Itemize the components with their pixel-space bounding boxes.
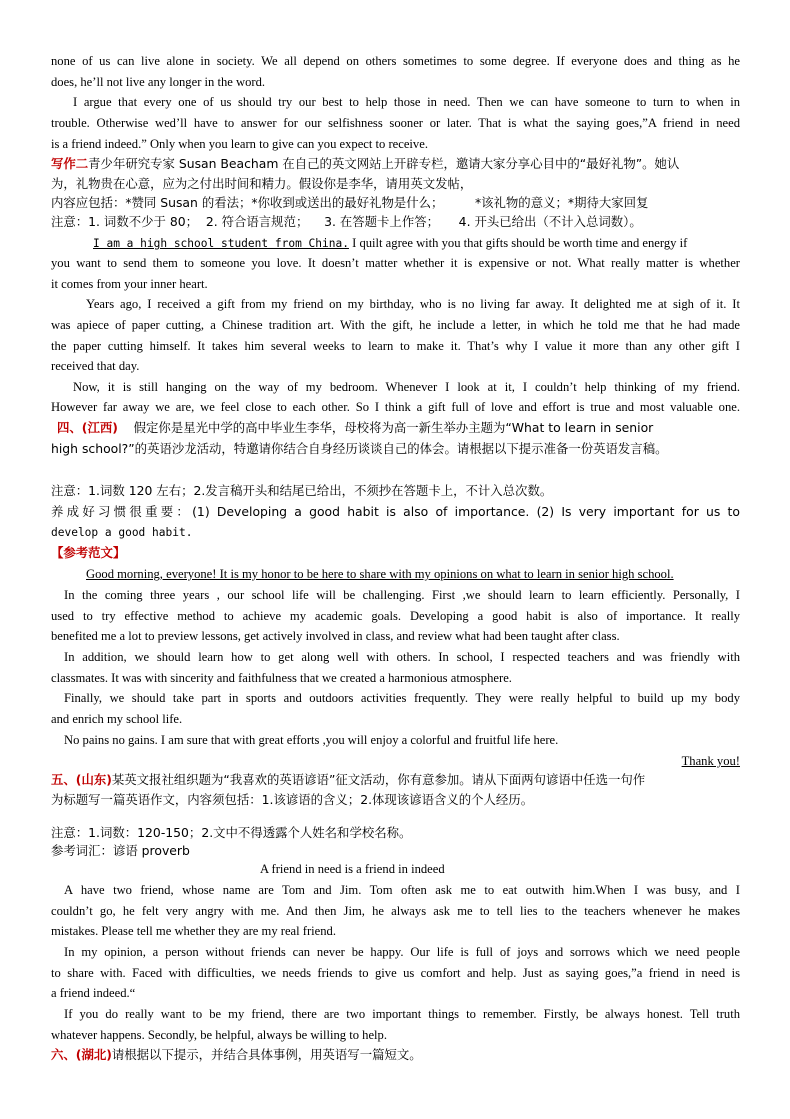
- text-line: used to try effective method to achieve my academic goals. Developing a good habit is also of importance. It really: [51, 609, 740, 623]
- text-line: If you do really want to be my friend, there are two important things to remember. Firstly, be always honest. Tell truth: [64, 1007, 740, 1021]
- reference-heading: 【参考范文】: [51, 545, 126, 560]
- text-line: 假定你是星光中学的高中毕业生李华，母校将为高一新生举办主题为“What to learn in senior: [117, 420, 654, 435]
- heading-line: [51, 155, 740, 173]
- text-line: trouble. Otherwise wed’ll have to answer for our selfishness sooner or later. That is what the saying goes,”A friend in need: [51, 116, 740, 130]
- text-line: 青少年研究专家 Susan Beacham 在自己的英文网站上开辟专栏，邀请大家分享心目中的“最好礼物”。她认: [88, 156, 680, 171]
- text-line: received that day.: [51, 359, 140, 373]
- text-line: 内容应包括：*赞同 Susan 的看法；*你收到或送出的最好礼物是什么； *该礼物的意义；*期待大家回复: [51, 195, 649, 210]
- section-heading: 六、(湖北): [51, 1047, 112, 1062]
- given-closing: Thank you!: [681, 754, 740, 768]
- text-line: In addition, we should learn how to get along well with others. In school, I respected teachers and was friendly with: [64, 650, 740, 664]
- text-line: is a friend indeed.” Only when you learn to give can you expect to receive.: [51, 137, 428, 151]
- given-opening: Good morning, everyone! It is my honor to be here to share with my opinions on what to learn in senior high school.: [86, 567, 674, 581]
- section-heading: 写作二: [51, 156, 89, 171]
- text-line: Years ago, I received a gift from my friend on my birthday, who is no living far away. It delighted me at sigh of it. It: [86, 297, 740, 311]
- text-line: and enrich my school life.: [51, 712, 183, 726]
- text-line: it comes from your inner heart.: [51, 277, 208, 291]
- text-line: whatever happens. Secondly, be helpful, always be willing to help.: [51, 1028, 387, 1042]
- text-line: benefited me a lot to preview lessons, get actively involved in class, and review what had been taught after class.: [51, 629, 620, 643]
- text-line: couldn’t go, he felt very angry with me. And then Jim, he always ask me to tell lies to the teachers whenever he makes: [51, 904, 740, 918]
- text-line: the paper cutting himself. It takes him several weeks to learn to make it. That’s why I value it more than any other gift I: [51, 339, 740, 353]
- text-line: 参考词汇：谚语 proverb: [51, 843, 190, 858]
- text-line: A have two friend, whose name are Tom and Jim. Tom often ask me to eat outwith him.When I was busy, and I: [64, 883, 740, 897]
- essay-title: A friend in need is a friend in indeed: [260, 862, 445, 876]
- given-opening: I am a high school student from China.: [93, 237, 349, 250]
- text-line: 为，礼物贵在心意，应为之付出时间和精力。假设你是李华，请用英文发帖，: [51, 176, 473, 191]
- text-line: No pains no gains. I am sure that with great efforts ,you will enjoy a colorful and fruitful life here.: [64, 733, 559, 747]
- text-line: 某英文报社组织题为“我喜欢的英语谚语”征文活动，你有意参加。请从下面两句谚语中任选一句作: [111, 772, 646, 787]
- text-line: was apiece of paper cutting, a Chinese tradition art. With the gift, he include a letter, in which he told me that he had made: [51, 318, 740, 332]
- text-line: 注意：1.词数 120 左右；2.发言稿开头和结尾已给出，不须抄在答题卡上，不计入总次数。: [51, 483, 553, 498]
- text-line: does, he’ll not live any longer in the word.: [51, 75, 266, 89]
- text-line: you want to send them to someone you love. It doesn’t matter whether it is expensive or not. What really matter is whether: [51, 256, 740, 270]
- text-line: mistakes. Please tell me whether they are my real friend.: [51, 924, 337, 938]
- text-line: However far away we are, we feel close to each other. So I think a gift full of love and effort is true and most valuable one.: [51, 400, 740, 414]
- text-line: develop a good habit.: [51, 526, 193, 539]
- text-line: I argue that every one of us should try our best to help those in need. Then we can have someone to turn to when in: [73, 95, 740, 109]
- text-line: [51, 234, 740, 253]
- text-line: 请根据以下提示，并结合具体事例，用英语写一篇短文。: [111, 1047, 422, 1062]
- text-line: In the coming three years , our school life will be challenging. First ,we should learn to learn efficiently. Personally, I: [64, 588, 740, 602]
- heading-line: [51, 419, 740, 437]
- text-line: a friend indeed.“: [51, 986, 136, 1000]
- section-heading: 五、(山东): [51, 772, 112, 787]
- section-heading: 四、(江西): [57, 420, 118, 435]
- text-line: Now, it is still hanging on the way of my bedroom. Whenever I look at it, I couldn’t help thinking of my friend.: [73, 380, 740, 394]
- text-span: I quilt agree with you that gifts should be worth time and energy if: [348, 236, 688, 250]
- text-line: In my opinion, a person without friends can never be happy. Our life is full of joys and sorrows which we need people: [64, 945, 740, 959]
- text-line: 注意：1.词数：120-150；2.文中不得透露个人姓名和学校名称。: [51, 825, 412, 840]
- text-line: none of us can live alone in society. We all depend on others sometimes to some degree. If everyone does and thing as he: [51, 54, 740, 68]
- text-line: 注意：1. 词数不少于 80； 2. 符合语言规范； 3. 在答题卡上作答； 4. 开头已给出（不计入总词数）。: [51, 214, 642, 229]
- text-line: high school?”的英语沙龙活动，特邀请你结合自身经历谈谈自己的体会。请根据以下提示准备一份英语发言稿。: [51, 441, 668, 456]
- text-line: 养成好习惯很重要：(1) Developing a good habit is also of importance. (2) Is very important for us to: [51, 504, 740, 519]
- text-line: classmates. It was with sincerity and faithfulness that we created a harmonious atmosphere.: [51, 671, 512, 685]
- heading-line: [51, 771, 740, 789]
- text-line: to share with. Faced with difficulties, we needs friends to give us comfort and help. Just as saying goes,”a friend in need is: [51, 966, 740, 980]
- text-line: 为标题写一篇英语作文，内容须包括：1.该谚语的含义；2.体现该谚语含义的个人经历。: [51, 792, 534, 807]
- heading-line: [51, 1046, 740, 1064]
- text-line: Finally, we should take part in sports and outdoors activities frequently. They were really helpful to build up my body: [64, 691, 740, 705]
